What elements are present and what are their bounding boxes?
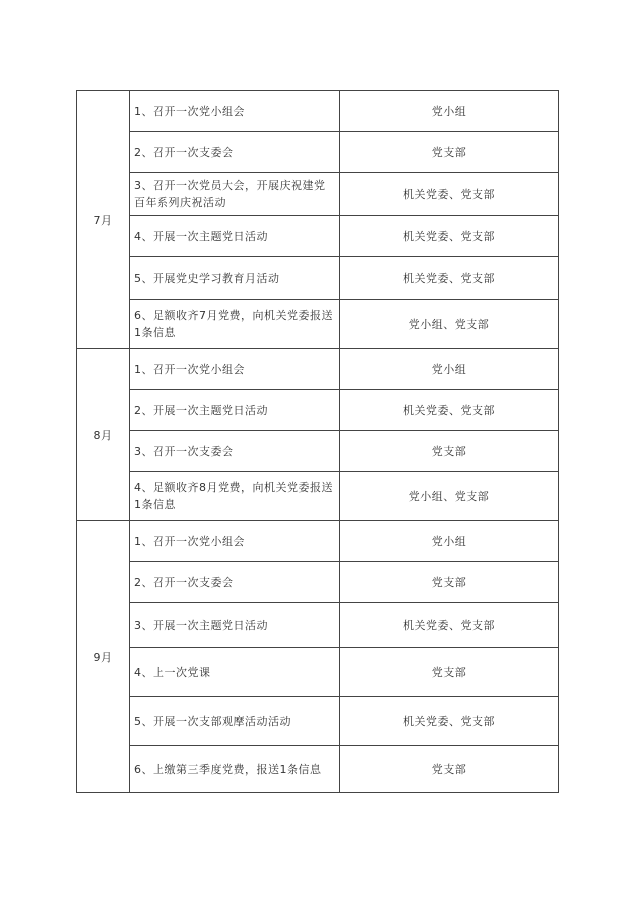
org-cell: 机关党委、党支部 — [340, 697, 559, 746]
table-row — [77, 521, 559, 562]
task-cell: 4、开展一次主题党日活动 — [130, 216, 340, 257]
task-cell: 3、召开一次支委会 — [130, 431, 340, 472]
table-row — [77, 431, 559, 472]
org-cell: 党支部 — [340, 746, 559, 793]
table-row — [77, 390, 559, 431]
table-row — [77, 349, 559, 390]
org-cell: 党支部 — [340, 648, 559, 697]
org-cell: 党小组 — [340, 91, 559, 132]
month-cell: 9月 — [77, 521, 130, 793]
table-row — [77, 472, 559, 521]
table-row — [77, 746, 559, 793]
schedule-table — [76, 90, 559, 793]
org-cell: 机关党委、党支部 — [340, 390, 559, 431]
table-row — [77, 132, 559, 173]
org-cell: 党小组、党支部 — [340, 300, 559, 349]
org-cell: 机关党委、党支部 — [340, 603, 559, 648]
org-cell: 党小组、党支部 — [340, 472, 559, 521]
task-cell: 6、足额收齐7月党费，向机关党委报送1条信息 — [130, 300, 340, 349]
table-row — [77, 562, 559, 603]
month-cell: 8月 — [77, 349, 130, 521]
table-row — [77, 300, 559, 349]
task-cell: 5、开展党史学习教育月活动 — [130, 257, 340, 300]
task-cell: 4、上一次党课 — [130, 648, 340, 697]
org-cell: 党支部 — [340, 132, 559, 173]
task-cell: 6、上缴第三季度党费，报送1条信息 — [130, 746, 340, 793]
task-cell: 1、召开一次党小组会 — [130, 521, 340, 562]
task-cell: 2、召开一次支委会 — [130, 562, 340, 603]
org-cell: 党支部 — [340, 562, 559, 603]
table-row — [77, 216, 559, 257]
table-row — [77, 173, 559, 216]
org-cell: 党支部 — [340, 431, 559, 472]
task-cell: 3、开展一次主题党日活动 — [130, 603, 340, 648]
month-cell: 7月 — [77, 91, 130, 349]
task-cell: 1、召开一次党小组会 — [130, 91, 340, 132]
table-row — [77, 91, 559, 132]
table-row — [77, 697, 559, 746]
org-cell: 机关党委、党支部 — [340, 173, 559, 216]
task-cell: 2、召开一次支委会 — [130, 132, 340, 173]
task-cell: 2、开展一次主题党日活动 — [130, 390, 340, 431]
task-cell: 3、召开一次党员大会，开展庆祝建党百年系列庆祝活动 — [130, 173, 340, 216]
org-cell: 党小组 — [340, 349, 559, 390]
org-cell: 党小组 — [340, 521, 559, 562]
org-cell: 机关党委、党支部 — [340, 257, 559, 300]
org-cell: 机关党委、党支部 — [340, 216, 559, 257]
task-cell: 5、开展一次支部观摩活动活动 — [130, 697, 340, 746]
table-row — [77, 603, 559, 648]
table-row — [77, 648, 559, 697]
task-cell: 4、足额收齐8月党费，向机关党委报送1条信息 — [130, 472, 340, 521]
task-cell: 1、召开一次党小组会 — [130, 349, 340, 390]
table-row — [77, 257, 559, 300]
